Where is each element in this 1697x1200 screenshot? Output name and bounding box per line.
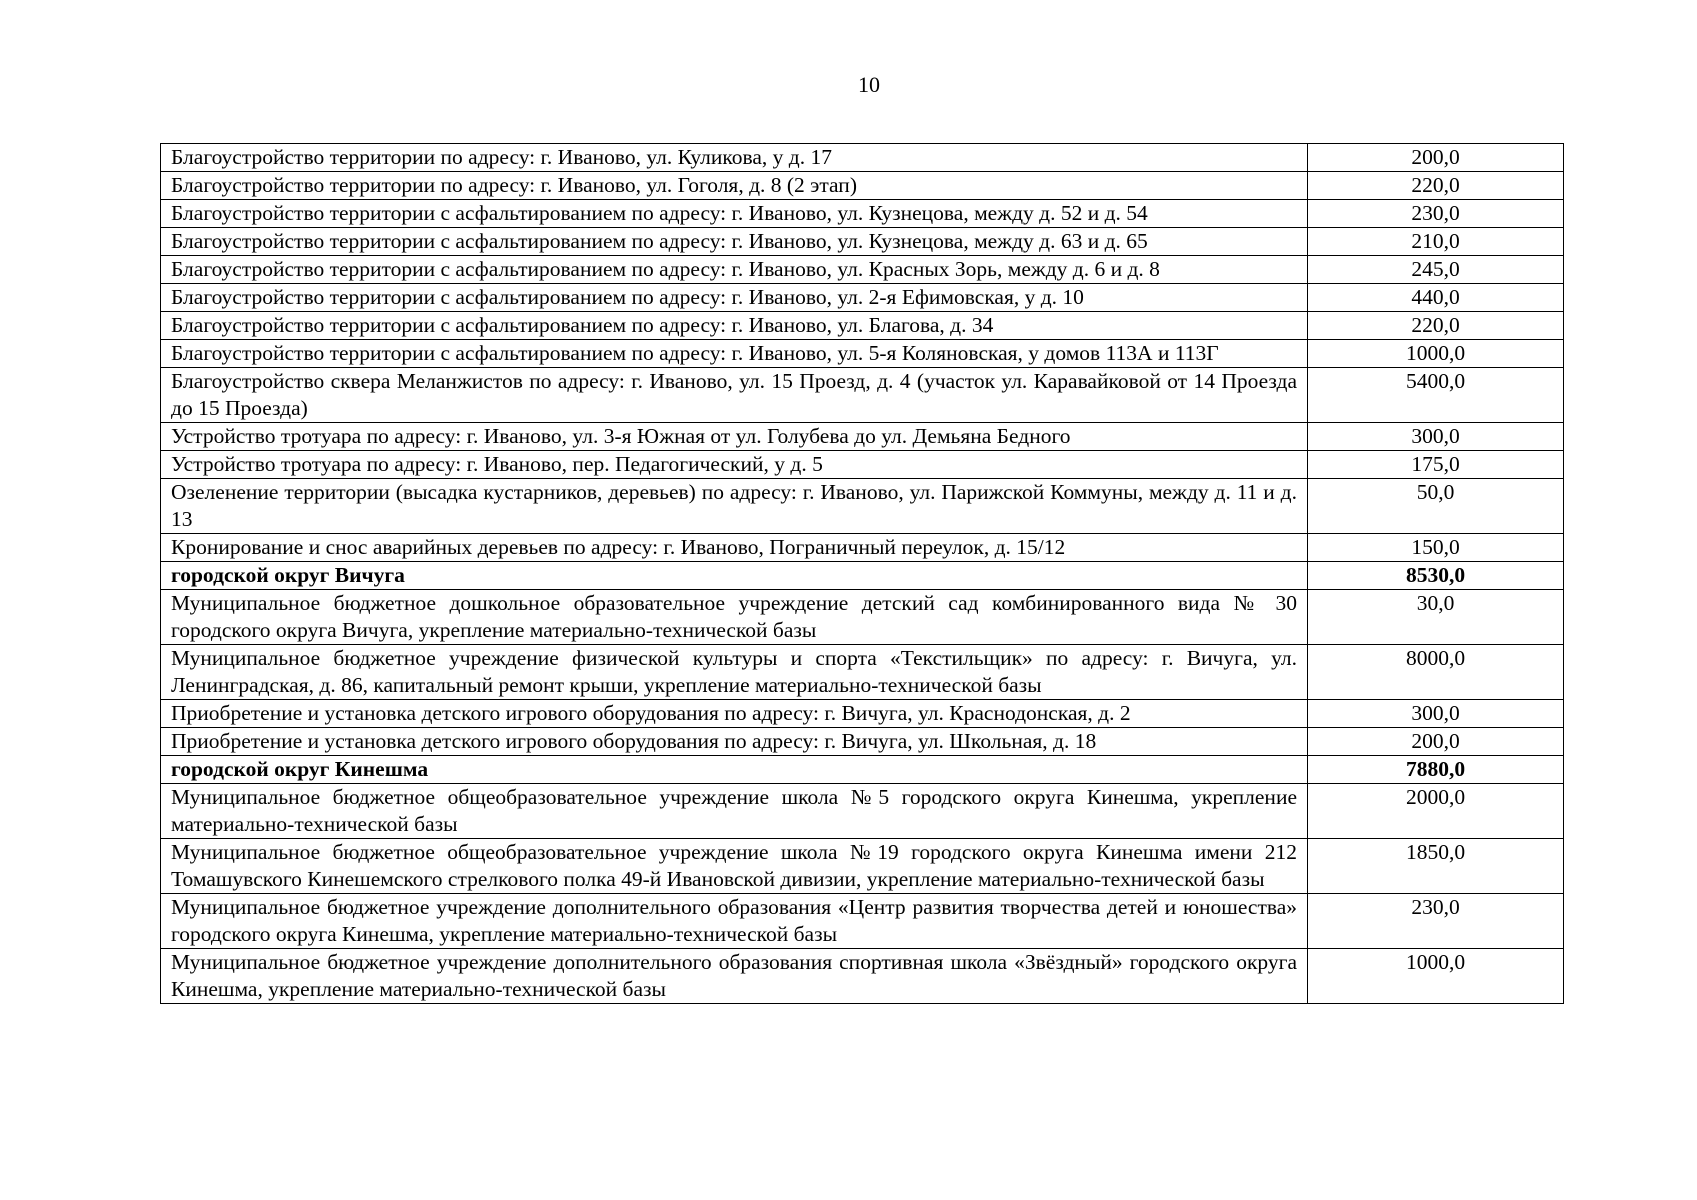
table-row	[161, 256, 1564, 284]
description-cell: Благоустройство территории с асфальтированием по адресу: г. Иваново, ул. Кузнецова, между д. 63 и д. 65	[161, 228, 1308, 256]
table-row	[161, 340, 1564, 368]
description-cell: Благоустройство сквера Меланжистов по адресу: г. Иваново, ул. 15 Проезд, д. 4 (участок ул. Каравайковой от 14 Проезда до 15 Проезда)	[161, 368, 1308, 423]
table-row	[161, 144, 1564, 172]
amount-cell: 175,0	[1308, 451, 1564, 479]
table-row	[161, 312, 1564, 340]
description-cell: Благоустройство территории с асфальтированием по адресу: г. Иваново, ул. 2-я Ефимовская, у д. 10	[161, 284, 1308, 312]
group-header-row	[161, 562, 1564, 590]
description-cell: Благоустройство территории с асфальтированием по адресу: г. Иваново, ул. Кузнецова, между д. 52 и д. 54	[161, 200, 1308, 228]
description-cell: Устройство тротуара по адресу: г. Иваново, пер. Педагогический, у д. 5	[161, 451, 1308, 479]
amount-cell: 1850,0	[1308, 839, 1564, 894]
description-cell: Благоустройство территории с асфальтированием по адресу: г. Иваново, ул. 5-я Коляновская, у домов 113А и 113Г	[161, 340, 1308, 368]
amount-cell: 210,0	[1308, 228, 1564, 256]
page-number: 10	[858, 72, 880, 97]
table-row	[161, 284, 1564, 312]
amount-cell: 230,0	[1308, 200, 1564, 228]
amount-cell: 220,0	[1308, 312, 1564, 340]
amount-cell: 8000,0	[1308, 645, 1564, 700]
description-cell: Кронирование и снос аварийных деревьев по адресу: г. Иваново, Пограничный переулок, д. 15/12	[161, 534, 1308, 562]
amount-cell: 245,0	[1308, 256, 1564, 284]
description-cell: Муниципальное бюджетное общеобразовательное учреждение школа №19 городского округа Кинешма имени 212 Томашувского Кинешемского стрелкового полка 49-й Ивановской дивизии, укрепление материально-технической базы	[161, 839, 1308, 894]
table-row	[161, 423, 1564, 451]
amount-cell: 30,0	[1308, 590, 1564, 645]
amount-cell: 220,0	[1308, 172, 1564, 200]
description-cell: Муниципальное бюджетное дошкольное образовательное учреждение детский сад комбинированного вида № 30 городского округа Вичуга, укрепление материально-технической базы	[161, 590, 1308, 645]
table-row	[161, 839, 1564, 894]
budget-table	[160, 143, 1564, 1004]
amount-cell: 2000,0	[1308, 784, 1564, 839]
amount-cell: 200,0	[1308, 144, 1564, 172]
table-row	[161, 645, 1564, 700]
table-row	[161, 700, 1564, 728]
amount-cell: 150,0	[1308, 534, 1564, 562]
group-total-cell: 7880,0	[1308, 756, 1564, 784]
table-row	[161, 894, 1564, 949]
table-row	[161, 534, 1564, 562]
table-body	[161, 144, 1564, 1004]
table-row	[161, 479, 1564, 534]
table-row	[161, 172, 1564, 200]
table-row	[161, 368, 1564, 423]
description-cell: Благоустройство территории по адресу: г. Иваново, ул. Гоголя, д. 8 (2 этап)	[161, 172, 1308, 200]
table-row	[161, 784, 1564, 839]
description-cell: Озеленение территории (высадка кустарников, деревьев) по адресу: г. Иваново, ул. Парижской Коммуны, между д. 11 и д. 13	[161, 479, 1308, 534]
table-row	[161, 200, 1564, 228]
description-cell: Устройство тротуара по адресу: г. Иваново, ул. 3-я Южная от ул. Голубева до ул. Демьяна Бедного	[161, 423, 1308, 451]
group-total-cell: 8530,0	[1308, 562, 1564, 590]
amount-cell: 5400,0	[1308, 368, 1564, 423]
description-cell: Приобретение и установка детского игрового оборудования по адресу: г. Вичуга, ул. Школьная, д. 18	[161, 728, 1308, 756]
description-cell: Благоустройство территории с асфальтированием по адресу: г. Иваново, ул. Красных Зорь, между д. 6 и д. 8	[161, 256, 1308, 284]
description-cell: Муниципальное бюджетное общеобразовательное учреждение школа №5 городского округа Кинешма, укрепление материально-технической базы	[161, 784, 1308, 839]
table-row	[161, 590, 1564, 645]
description-cell: Благоустройство территории по адресу: г. Иваново, ул. Куликова, у д. 17	[161, 144, 1308, 172]
group-name-cell: городской округ Кинешма	[161, 756, 1308, 784]
description-cell: Муниципальное бюджетное учреждение дополнительного образования спортивная школа «Звёздный» городского округа Кинешма, укрепление материально-технической базы	[161, 949, 1308, 1004]
table-row	[161, 228, 1564, 256]
amount-cell: 200,0	[1308, 728, 1564, 756]
table-row	[161, 728, 1564, 756]
description-cell: Муниципальное бюджетное учреждение дополнительного образования «Центр развития творчества детей и юношества» городского округа Кинешма, укрепление материально-технической базы	[161, 894, 1308, 949]
description-cell: Благоустройство территории с асфальтированием по адресу: г. Иваново, ул. Благова, д. 34	[161, 312, 1308, 340]
amount-cell: 300,0	[1308, 423, 1564, 451]
table-row	[161, 949, 1564, 1004]
amount-cell: 50,0	[1308, 479, 1564, 534]
amount-cell: 1000,0	[1308, 949, 1564, 1004]
group-header-row	[161, 756, 1564, 784]
group-name-cell: городской округ Вичуга	[161, 562, 1308, 590]
amount-cell: 230,0	[1308, 894, 1564, 949]
table-row	[161, 451, 1564, 479]
amount-cell: 440,0	[1308, 284, 1564, 312]
description-cell: Муниципальное бюджетное учреждение физической культуры и спорта «Текстильщик» по адресу: г. Вичуга, ул. Ленинградская, д. 86, капитальный ремонт крыши, укрепление материально-технической базы	[161, 645, 1308, 700]
amount-cell: 300,0	[1308, 700, 1564, 728]
amount-cell: 1000,0	[1308, 340, 1564, 368]
description-cell: Приобретение и установка детского игрового оборудования по адресу: г. Вичуга, ул. Краснодонская, д. 2	[161, 700, 1308, 728]
